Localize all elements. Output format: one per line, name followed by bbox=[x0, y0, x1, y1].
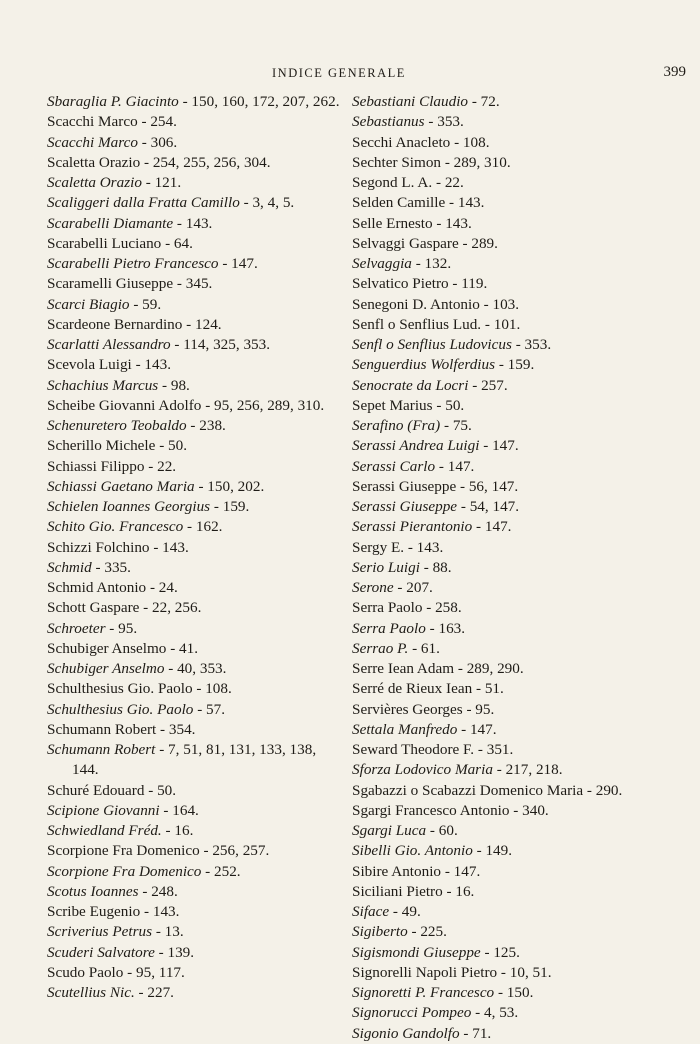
index-entry bbox=[352, 801, 697, 821]
index-entry bbox=[352, 193, 697, 213]
entry-pages: - 95. bbox=[105, 619, 138, 637]
entry-name: Schubiger Anselmo bbox=[47, 639, 167, 657]
entry-name: Scarabelli Pietro Francesco bbox=[47, 255, 219, 272]
entry-pages: - 13. bbox=[152, 923, 184, 941]
index-entry bbox=[47, 700, 342, 720]
entry-pages: - 88. bbox=[419, 558, 452, 576]
entry-pages: - 225. bbox=[407, 923, 447, 941]
index-entry bbox=[352, 740, 697, 760]
index-entry bbox=[47, 396, 342, 416]
entry-pages: - 143. bbox=[140, 903, 180, 920]
entry-name: Serassi Giuseppe bbox=[352, 477, 457, 495]
index-entry bbox=[47, 922, 342, 942]
entry-name: Sibelli Gio. Antonio bbox=[352, 842, 473, 860]
entry-name: Sgargi Francesco Antonio bbox=[352, 801, 510, 819]
entry-pages: - 147. bbox=[441, 862, 481, 880]
entry-name: Serassi Andrea Luigi bbox=[352, 437, 480, 455]
entry-name: Selle Ernesto bbox=[352, 214, 433, 232]
entry-pages: - 217, 218. bbox=[492, 761, 563, 779]
entry-name: Servières Georges bbox=[352, 700, 463, 718]
entry-name: Scorpione Fra Domenico bbox=[47, 862, 202, 880]
entry-name: Selvaggi Gaspare bbox=[352, 234, 459, 252]
entry-pages: - 252. bbox=[201, 862, 241, 880]
entry-name: Schachius Marcus bbox=[47, 376, 159, 394]
index-entry bbox=[47, 477, 342, 497]
index-entry bbox=[352, 598, 697, 618]
entry-name: Scherillo Michele bbox=[47, 437, 156, 455]
index-entry bbox=[352, 254, 697, 274]
entry-pages: - 50. bbox=[155, 437, 188, 455]
entry-name: Senegoni D. Antonio bbox=[352, 295, 480, 313]
index-entry bbox=[47, 457, 342, 477]
index-entry bbox=[47, 133, 342, 153]
entry-name: Sigiberto bbox=[352, 923, 408, 941]
index-entry bbox=[47, 335, 342, 355]
entry-name: Serre Iean Adam bbox=[352, 660, 455, 677]
entry-pages: - 119. bbox=[448, 275, 488, 293]
entry-pages: - 98. bbox=[158, 376, 190, 394]
entry-name: Schmid Antonio bbox=[47, 579, 147, 596]
entry-pages: - 143. bbox=[432, 214, 472, 232]
entry-pages: - 22. bbox=[432, 174, 464, 191]
index-entry bbox=[352, 558, 697, 578]
index-entry bbox=[352, 619, 697, 639]
entry-pages: - 125. bbox=[480, 943, 520, 961]
entry-pages: - 50. bbox=[432, 396, 465, 414]
index-entry bbox=[352, 133, 697, 153]
entry-name: Sebastianus bbox=[352, 113, 425, 131]
entry-pages: - 306. bbox=[137, 133, 178, 151]
index-entry bbox=[352, 983, 697, 1003]
entry-pages: - 143. bbox=[131, 356, 172, 374]
entry-pages: - 49. bbox=[389, 903, 421, 920]
entry-name: Sebastiani Claudio bbox=[352, 93, 469, 110]
entry-name: Scardeone Bernardino bbox=[47, 315, 183, 333]
entry-pages: - 95. bbox=[462, 700, 495, 718]
entry-name: Sgargi Luca bbox=[352, 822, 427, 839]
entry-name: Scorpione Fra Domenico bbox=[47, 842, 200, 860]
entry-name: Senocrate da Locri bbox=[352, 376, 469, 394]
entry-pages: - 50. bbox=[144, 781, 177, 799]
index-entry bbox=[47, 740, 342, 781]
index-entry bbox=[352, 639, 697, 659]
index-entry bbox=[352, 1003, 697, 1023]
page-number: 399 bbox=[663, 64, 686, 80]
entry-name: Scheibe Giovanni Adolfo bbox=[47, 396, 202, 414]
entry-pages: - 227. bbox=[134, 984, 174, 1001]
entry-pages: - 75. bbox=[440, 417, 472, 434]
index-entry bbox=[47, 902, 342, 922]
entry-pages: - 59. bbox=[129, 295, 162, 313]
entry-name: Selvaggia bbox=[352, 255, 412, 272]
index-entry bbox=[47, 436, 342, 456]
index-entry bbox=[352, 841, 697, 861]
entry-name: Scipione Giovanni bbox=[47, 801, 160, 819]
entry-pages: - 143. bbox=[173, 214, 213, 232]
index-entry bbox=[47, 497, 342, 517]
entry-pages: - 71. bbox=[459, 1024, 492, 1042]
index-entry bbox=[352, 679, 697, 699]
entry-pages: - 108. bbox=[450, 133, 490, 151]
entry-name: Secchi Anacleto bbox=[352, 133, 451, 151]
entry-pages: - 353. bbox=[424, 113, 464, 131]
index-entry bbox=[47, 193, 342, 213]
entry-name: Sechter Simon bbox=[352, 153, 442, 171]
index-entry bbox=[352, 436, 697, 456]
entry-pages: - 22. bbox=[144, 457, 177, 475]
entry-pages: - 40, 353. bbox=[164, 660, 227, 677]
index-entry bbox=[352, 234, 697, 254]
entry-name: Scotus Ioannes bbox=[47, 882, 139, 900]
entry-name: Serone bbox=[352, 579, 394, 596]
entry-pages: - 254, 255, 256, 304. bbox=[140, 153, 271, 171]
entry-name: Scacchi Marco bbox=[47, 113, 138, 131]
entry-name: Scarabelli Luciano bbox=[47, 234, 162, 252]
index-entry bbox=[352, 295, 697, 315]
entry-name: Schizzi Folchino bbox=[47, 538, 150, 556]
entry-pages: - 147. bbox=[218, 255, 258, 272]
entry-name: Segond L. A. bbox=[352, 174, 433, 191]
entry-pages: - 340. bbox=[509, 801, 549, 819]
entry-pages: - 150, 160, 172, 207, 262. bbox=[178, 93, 340, 110]
entry-name: Serassi Giuseppe bbox=[352, 498, 458, 515]
entry-pages: - 353. bbox=[511, 336, 552, 353]
entry-pages: - 257. bbox=[468, 376, 508, 394]
entry-name: Siface bbox=[352, 903, 390, 920]
index-entry bbox=[47, 254, 342, 274]
index-entry bbox=[47, 295, 342, 315]
index-entry bbox=[352, 355, 697, 375]
index-entry bbox=[47, 578, 342, 598]
index-entry bbox=[352, 376, 697, 396]
entry-name: Sergy E. bbox=[352, 538, 405, 556]
entry-name: Schulthesius Gio. Paolo bbox=[47, 680, 193, 698]
entry-pages: - 143. bbox=[404, 538, 444, 556]
entry-pages: - 103. bbox=[479, 295, 520, 313]
entry-pages: - 150. bbox=[494, 984, 534, 1001]
index-entry bbox=[352, 821, 697, 841]
entry-pages: - 147. bbox=[479, 437, 519, 455]
index-entry bbox=[47, 92, 342, 112]
index-entry bbox=[352, 760, 697, 780]
entry-name: Sbaraglia P. Giacinto bbox=[47, 93, 179, 110]
entry-pages: - 163. bbox=[425, 619, 466, 637]
entry-pages: - 164. bbox=[159, 801, 199, 819]
index-entry bbox=[47, 619, 342, 639]
entry-pages: - 57. bbox=[193, 700, 226, 718]
index-entry bbox=[47, 355, 342, 375]
index-entry bbox=[352, 781, 697, 801]
entry-pages: - 7, 51, 81, 131, 133, 138, 144. bbox=[72, 741, 317, 779]
entry-pages: - 101. bbox=[481, 315, 521, 333]
index-entry bbox=[47, 274, 342, 294]
entry-name: Schuré Edouard bbox=[47, 781, 145, 799]
index-entry bbox=[352, 396, 697, 416]
entry-pages: - 149. bbox=[472, 842, 513, 860]
entry-pages: - 51. bbox=[472, 680, 504, 698]
index-entry bbox=[47, 315, 342, 335]
entry-name: Scarlatti Alessandro bbox=[47, 336, 171, 353]
index-entry bbox=[352, 517, 697, 537]
index-entry bbox=[352, 112, 697, 132]
entry-pages: - 290. bbox=[583, 781, 623, 799]
entry-name: Sforza Lodovico Maria bbox=[352, 761, 493, 779]
entry-name: Schumann Robert bbox=[47, 741, 156, 758]
entry-pages: - 162. bbox=[183, 518, 223, 536]
entry-pages: - 143. bbox=[445, 194, 485, 212]
entry-pages: - 56, 147. bbox=[456, 477, 519, 495]
entry-name: Serassi Carlo bbox=[352, 457, 436, 475]
entry-name: Sigonio Gandolfo bbox=[352, 1024, 460, 1042]
index-entry bbox=[47, 862, 342, 882]
entry-pages: - 147. bbox=[457, 720, 497, 738]
entry-pages: - 159. bbox=[210, 498, 250, 515]
entry-name: Scaletta Orazio bbox=[47, 153, 141, 171]
page-header bbox=[0, 64, 700, 86]
entry-name: Senfl o Senflius Ludovicus bbox=[352, 336, 512, 353]
index-entry bbox=[47, 963, 342, 983]
entry-name: Scudo Paolo bbox=[47, 963, 124, 981]
index-entry bbox=[47, 517, 342, 537]
entry-name: Sepet Marius bbox=[352, 396, 433, 414]
entry-name: Schenuretero Teobaldo bbox=[47, 417, 187, 434]
entry-name: Schito Gio. Francesco bbox=[47, 518, 184, 536]
entry-pages: - 124. bbox=[182, 315, 222, 333]
entry-pages: - 4, 53. bbox=[471, 1004, 519, 1022]
index-entry bbox=[47, 214, 342, 234]
entry-pages: - 64. bbox=[161, 234, 193, 252]
entry-name: Scutellius Nic. bbox=[47, 984, 135, 1001]
index-entry bbox=[47, 720, 342, 740]
index-entry bbox=[352, 497, 697, 517]
entry-name: Schulthesius Gio. Paolo bbox=[47, 700, 194, 718]
index-entry bbox=[352, 963, 697, 983]
entry-pages: - 139. bbox=[154, 943, 195, 961]
entry-pages: - 143. bbox=[149, 538, 189, 556]
index-entry bbox=[47, 598, 342, 618]
index-entry bbox=[47, 781, 342, 801]
entry-pages: - 289, 310. bbox=[441, 153, 511, 171]
entry-name: Scarabelli Diamante bbox=[47, 214, 174, 232]
entry-name: Settala Manfredo bbox=[352, 720, 458, 738]
entry-name: Scevola Luigi bbox=[47, 356, 132, 374]
entry-pages: - 150, 202. bbox=[194, 477, 265, 495]
entry-name: Scacchi Marco bbox=[47, 133, 138, 151]
entry-name: Schielen Ioannes Georgius bbox=[47, 498, 211, 515]
index-entry bbox=[352, 214, 697, 234]
entry-name: Scarci Biagio bbox=[47, 295, 130, 313]
index-entry bbox=[47, 376, 342, 396]
entry-name: Sigismondi Giuseppe bbox=[352, 943, 481, 961]
entry-pages: - 22, 256. bbox=[139, 599, 202, 617]
entry-pages: - 248. bbox=[138, 882, 178, 900]
entry-pages: - 159. bbox=[495, 356, 535, 374]
entry-pages: - 114, 325, 353. bbox=[170, 336, 271, 353]
entry-pages: - 207. bbox=[393, 579, 433, 596]
index-entry bbox=[47, 821, 342, 841]
index-entry bbox=[352, 416, 697, 436]
entry-name: Scaramelli Giuseppe bbox=[47, 275, 174, 293]
entry-pages: - 95, 256, 289, 310. bbox=[201, 396, 325, 414]
entry-name: Serassi Pierantonio bbox=[352, 518, 473, 536]
entry-pages: - 254. bbox=[137, 113, 177, 131]
index-entry bbox=[352, 335, 697, 355]
index-entry bbox=[352, 578, 697, 598]
index-entry bbox=[47, 558, 342, 578]
index-entry bbox=[47, 538, 342, 558]
entry-pages: - 10, 51. bbox=[497, 963, 552, 981]
index-entry bbox=[352, 922, 697, 942]
entry-name: Schiassi Filippo bbox=[47, 457, 145, 475]
entry-pages: - 147. bbox=[435, 457, 475, 475]
entry-name: Schiassi Gaetano Maria bbox=[47, 477, 195, 495]
index-entry bbox=[352, 1024, 697, 1044]
entry-name: Schubiger Anselmo bbox=[47, 660, 165, 677]
entry-name: Selden Camille bbox=[352, 194, 446, 212]
entry-pages: - 258. bbox=[422, 599, 462, 617]
entry-name: Schumann Robert bbox=[47, 720, 157, 738]
index-entry bbox=[352, 153, 697, 173]
entry-pages: - 289, 290. bbox=[454, 660, 524, 677]
index-entry bbox=[352, 720, 697, 740]
index-entry bbox=[352, 173, 697, 193]
entry-name: Serio Luigi bbox=[352, 558, 420, 576]
index-entry bbox=[352, 315, 697, 335]
entry-name: Siciliani Pietro bbox=[352, 882, 443, 900]
index-entry bbox=[352, 659, 697, 679]
entry-pages: - 354. bbox=[156, 720, 196, 738]
entry-name: Signoretti P. Francesco bbox=[352, 984, 495, 1001]
entry-name: Seward Theodore F. bbox=[352, 741, 475, 758]
index-entry bbox=[47, 679, 342, 699]
index-entry bbox=[47, 841, 342, 861]
entry-name: Scaliggeri dalla Fratta Camillo bbox=[47, 194, 240, 212]
entry-name: Signorelli Napoli Pietro bbox=[352, 963, 498, 981]
entry-pages: - 16. bbox=[442, 882, 475, 900]
entry-name: Scriverius Petrus bbox=[47, 923, 153, 941]
index-entry bbox=[47, 801, 342, 821]
entry-pages: - 41. bbox=[166, 639, 199, 657]
entry-pages: - 24. bbox=[146, 579, 178, 596]
entry-name: Scaletta Orazio bbox=[47, 174, 142, 191]
index-entry bbox=[352, 943, 697, 963]
entry-name: Schmid bbox=[47, 558, 92, 576]
entry-name: Schroeter bbox=[47, 619, 106, 637]
index-entry bbox=[352, 92, 697, 112]
index-entry bbox=[352, 882, 697, 902]
index-entry bbox=[47, 173, 342, 193]
entry-name: Scribe Eugenio bbox=[47, 903, 141, 920]
entry-pages: - 60. bbox=[426, 822, 458, 839]
entry-pages: - 351. bbox=[474, 741, 514, 758]
entry-pages: - 132. bbox=[411, 255, 452, 272]
index-column-right bbox=[352, 92, 697, 1044]
index-entry bbox=[352, 274, 697, 294]
entry-pages: - 95, 117. bbox=[123, 963, 185, 981]
entry-name: Serrao P. bbox=[352, 639, 409, 657]
index-entry bbox=[47, 153, 342, 173]
entry-pages: - 345. bbox=[173, 275, 213, 293]
index-entry bbox=[47, 234, 342, 254]
entry-pages: - 238. bbox=[186, 417, 226, 434]
entry-pages: - 3, 4, 5. bbox=[239, 194, 295, 212]
index-entry bbox=[352, 457, 697, 477]
entry-name: Scuderi Salvatore bbox=[47, 943, 155, 961]
entry-name: Senguerdius Wolferdius bbox=[352, 356, 496, 374]
index-entry bbox=[47, 112, 342, 132]
index-entry bbox=[47, 983, 342, 1003]
entry-name: Serré de Rieux Iean bbox=[352, 680, 473, 698]
entry-pages: - 335. bbox=[91, 558, 131, 576]
index-entry bbox=[47, 882, 342, 902]
index-entry bbox=[47, 659, 342, 679]
index-entry bbox=[352, 862, 697, 882]
entry-pages: - 61. bbox=[408, 639, 440, 657]
entry-pages: - 72. bbox=[468, 93, 500, 110]
entry-pages: - 147. bbox=[472, 518, 512, 536]
entry-name: Sgabazzi o Scabazzi Domenico Maria bbox=[352, 781, 584, 799]
entry-name: Signorucci Pompeo bbox=[352, 1004, 472, 1022]
index-entry bbox=[47, 416, 342, 436]
entry-name: Schwiedland Fréd. bbox=[47, 822, 162, 839]
index-entry bbox=[352, 477, 697, 497]
entry-name: Serafino (Fra) bbox=[352, 417, 441, 434]
index-entry bbox=[47, 943, 342, 963]
entry-name: Serra Paolo bbox=[352, 599, 423, 617]
entry-name: Schott Gaspare bbox=[47, 599, 140, 617]
index-entry bbox=[47, 639, 342, 659]
entry-name: Sibire Antonio bbox=[352, 862, 442, 880]
entry-name: Serra Paolo bbox=[352, 619, 426, 637]
entry-pages: - 16. bbox=[161, 822, 194, 839]
index-entry bbox=[352, 902, 697, 922]
entry-name: Senfl o Senflius Lud. bbox=[352, 315, 482, 333]
entry-pages: - 108. bbox=[192, 680, 232, 698]
index-entry bbox=[352, 538, 697, 558]
entry-pages: - 256, 257. bbox=[199, 842, 270, 860]
running-title: INDICE GENERALE bbox=[272, 66, 406, 80]
index-entry bbox=[352, 700, 697, 720]
entry-pages: - 289. bbox=[458, 234, 498, 252]
entry-pages: - 121. bbox=[141, 174, 182, 191]
entry-name: Selvatico Pietro bbox=[352, 275, 449, 293]
index-column-left bbox=[47, 92, 342, 1003]
entry-pages: - 54, 147. bbox=[457, 498, 520, 515]
